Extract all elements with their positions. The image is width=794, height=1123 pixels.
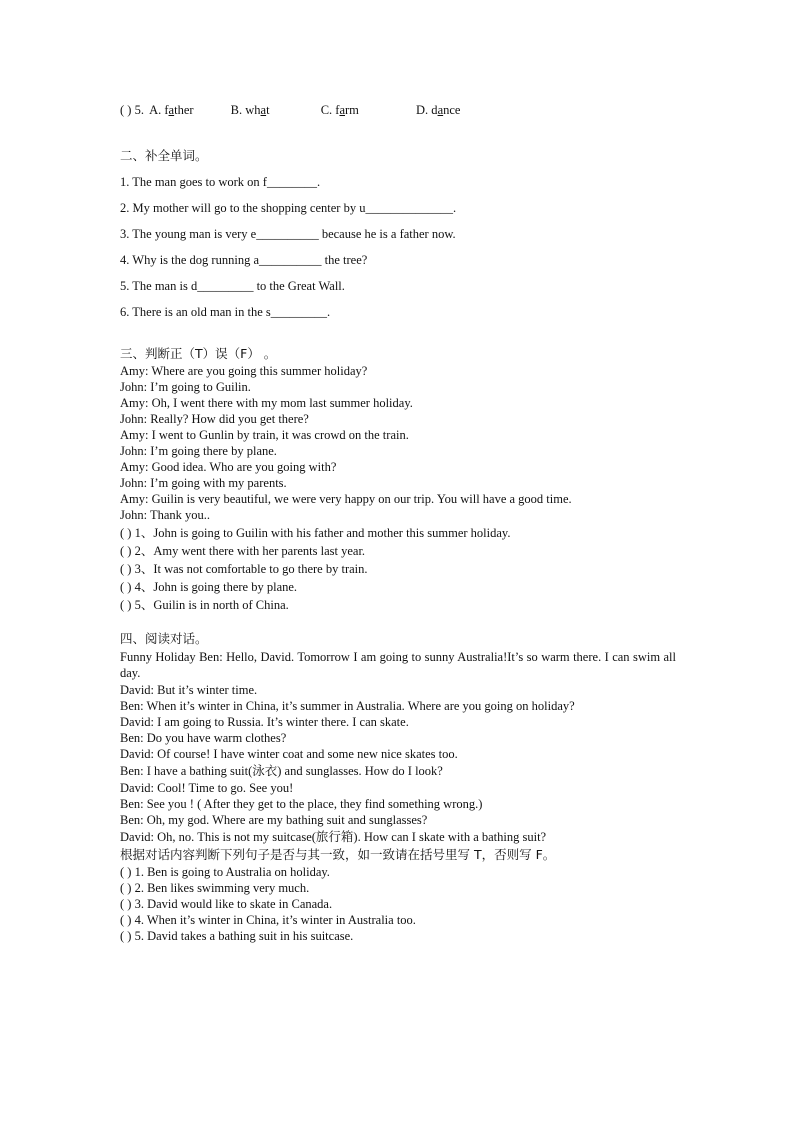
option-d: D. dance <box>416 103 461 117</box>
dialogue-line: John: I’m going there by plane. <box>120 444 277 458</box>
dialogue-line: David: Oh, no. This is not my suitcase(旅行箱). How can I skate with a bathing suit? <box>120 830 547 844</box>
fill-word-item-4: 4. Why is the dog running a__________ the tree? <box>120 253 368 267</box>
true-false-question-1: ( ) 1、John is going to Guilin with his father and mother this summer holiday. <box>120 526 511 540</box>
true-false-question-2: ( ) 2、Amy went there with her parents last year. <box>120 544 366 558</box>
dialogue-line: Funny Holiday Ben: Hello, David. Tomorrow I am going to sunny Australia!It’s so warm there. I can swim all day. <box>120 650 676 680</box>
dialogue-line: Amy: Good idea. Who are you going with? <box>120 460 337 474</box>
dialogue-line: Ben: Oh, my god. Where are my bathing suit and sunglasses? <box>120 813 428 827</box>
option-a: A. father <box>149 103 194 117</box>
phonics-question-5 <box>120 102 460 118</box>
true-false-question-3: ( ) 3、It was not comfortable to go there by train. <box>120 562 368 576</box>
section-2-heading: 二、补全单词。 <box>120 148 208 163</box>
option-b: B. what <box>230 103 270 117</box>
fill-word-item-6: 6. There is an old man in the s_________. <box>120 305 331 319</box>
option-c: C. farm <box>320 103 359 117</box>
dialogue-line: John: Thank you.. <box>120 508 211 522</box>
question-number: 5. <box>134 103 144 117</box>
dialogue-line: Amy: I went to Gunlin by train, it was crowd on the train. <box>120 428 409 442</box>
reading-question-4: ( ) 4. When it’s winter in China, it’s winter in Australia too. <box>120 913 416 927</box>
dialogue-line: David: Of course! I have winter coat and some new nice skates too. <box>120 747 458 761</box>
dialogue-line: Ben: Do you have warm clothes? <box>120 731 287 745</box>
true-false-question-5: ( ) 5、Guilin is in north of China. <box>120 598 289 612</box>
reading-question-3: ( ) 3. David would like to skate in Canada. <box>120 897 333 911</box>
reading-question-1: ( ) 1. Ben is going to Australia on holiday. <box>120 865 330 879</box>
dialogue-line: John: I’m going with my parents. <box>120 476 287 490</box>
dialogue-line: David: Cool! Time to go. See you! <box>120 781 294 795</box>
dialogue-line: Ben: See you ! ( After they get to the place, they find something wrong.) <box>120 797 483 811</box>
answer-bracket: ( ) <box>120 103 132 117</box>
dialogue-line: David: I am going to Russia. It’s winter there. I can skate. <box>120 715 409 729</box>
fill-word-item-5: 5. The man is d_________ to the Great Wall. <box>120 279 345 293</box>
dialogue-line: John: I’m going to Guilin. <box>120 380 251 394</box>
dialogue-line: Amy: Where are you going this summer holiday? <box>120 364 368 378</box>
fill-word-item-3: 3. The young man is very e__________ because he is a father now. <box>120 227 456 241</box>
section-4-instruction: 根据对话内容判断下列句子是否与其一致，如一致请在括号里写 T，否则写 F。 <box>120 847 556 862</box>
dialogue-line: Amy: Oh, I went there with my mom last summer holiday. <box>120 396 413 410</box>
dialogue-line: Ben: When it’s winter in China, it’s summer in Australia. Where are you going on holiday? <box>120 699 575 713</box>
section-3-heading: 三、判断正（T）误（F） 。 <box>120 346 277 361</box>
true-false-question-4: ( ) 4、John is going there by plane. <box>120 580 298 594</box>
dialogue-line: Ben: I have a bathing suit(泳衣) and sunglasses. How do I look? <box>120 764 443 778</box>
dialogue-line: Amy: Guilin is very beautiful, we were very happy on our trip. You will have a good time. <box>120 492 572 506</box>
reading-question-2: ( ) 2. Ben likes swimming very much. <box>120 881 310 895</box>
section-4-heading: 四、阅读对话。 <box>120 631 208 646</box>
reading-question-5: ( ) 5. David takes a bathing suit in his suitcase. <box>120 929 354 943</box>
dialogue-line: John: Really? How did you get there? <box>120 412 309 426</box>
fill-word-item-2: 2. My mother will go to the shopping center by u______________. <box>120 201 457 215</box>
dialogue-line: David: But it’s winter time. <box>120 683 258 697</box>
fill-word-item-1: 1. The man goes to work on f________. <box>120 175 321 189</box>
